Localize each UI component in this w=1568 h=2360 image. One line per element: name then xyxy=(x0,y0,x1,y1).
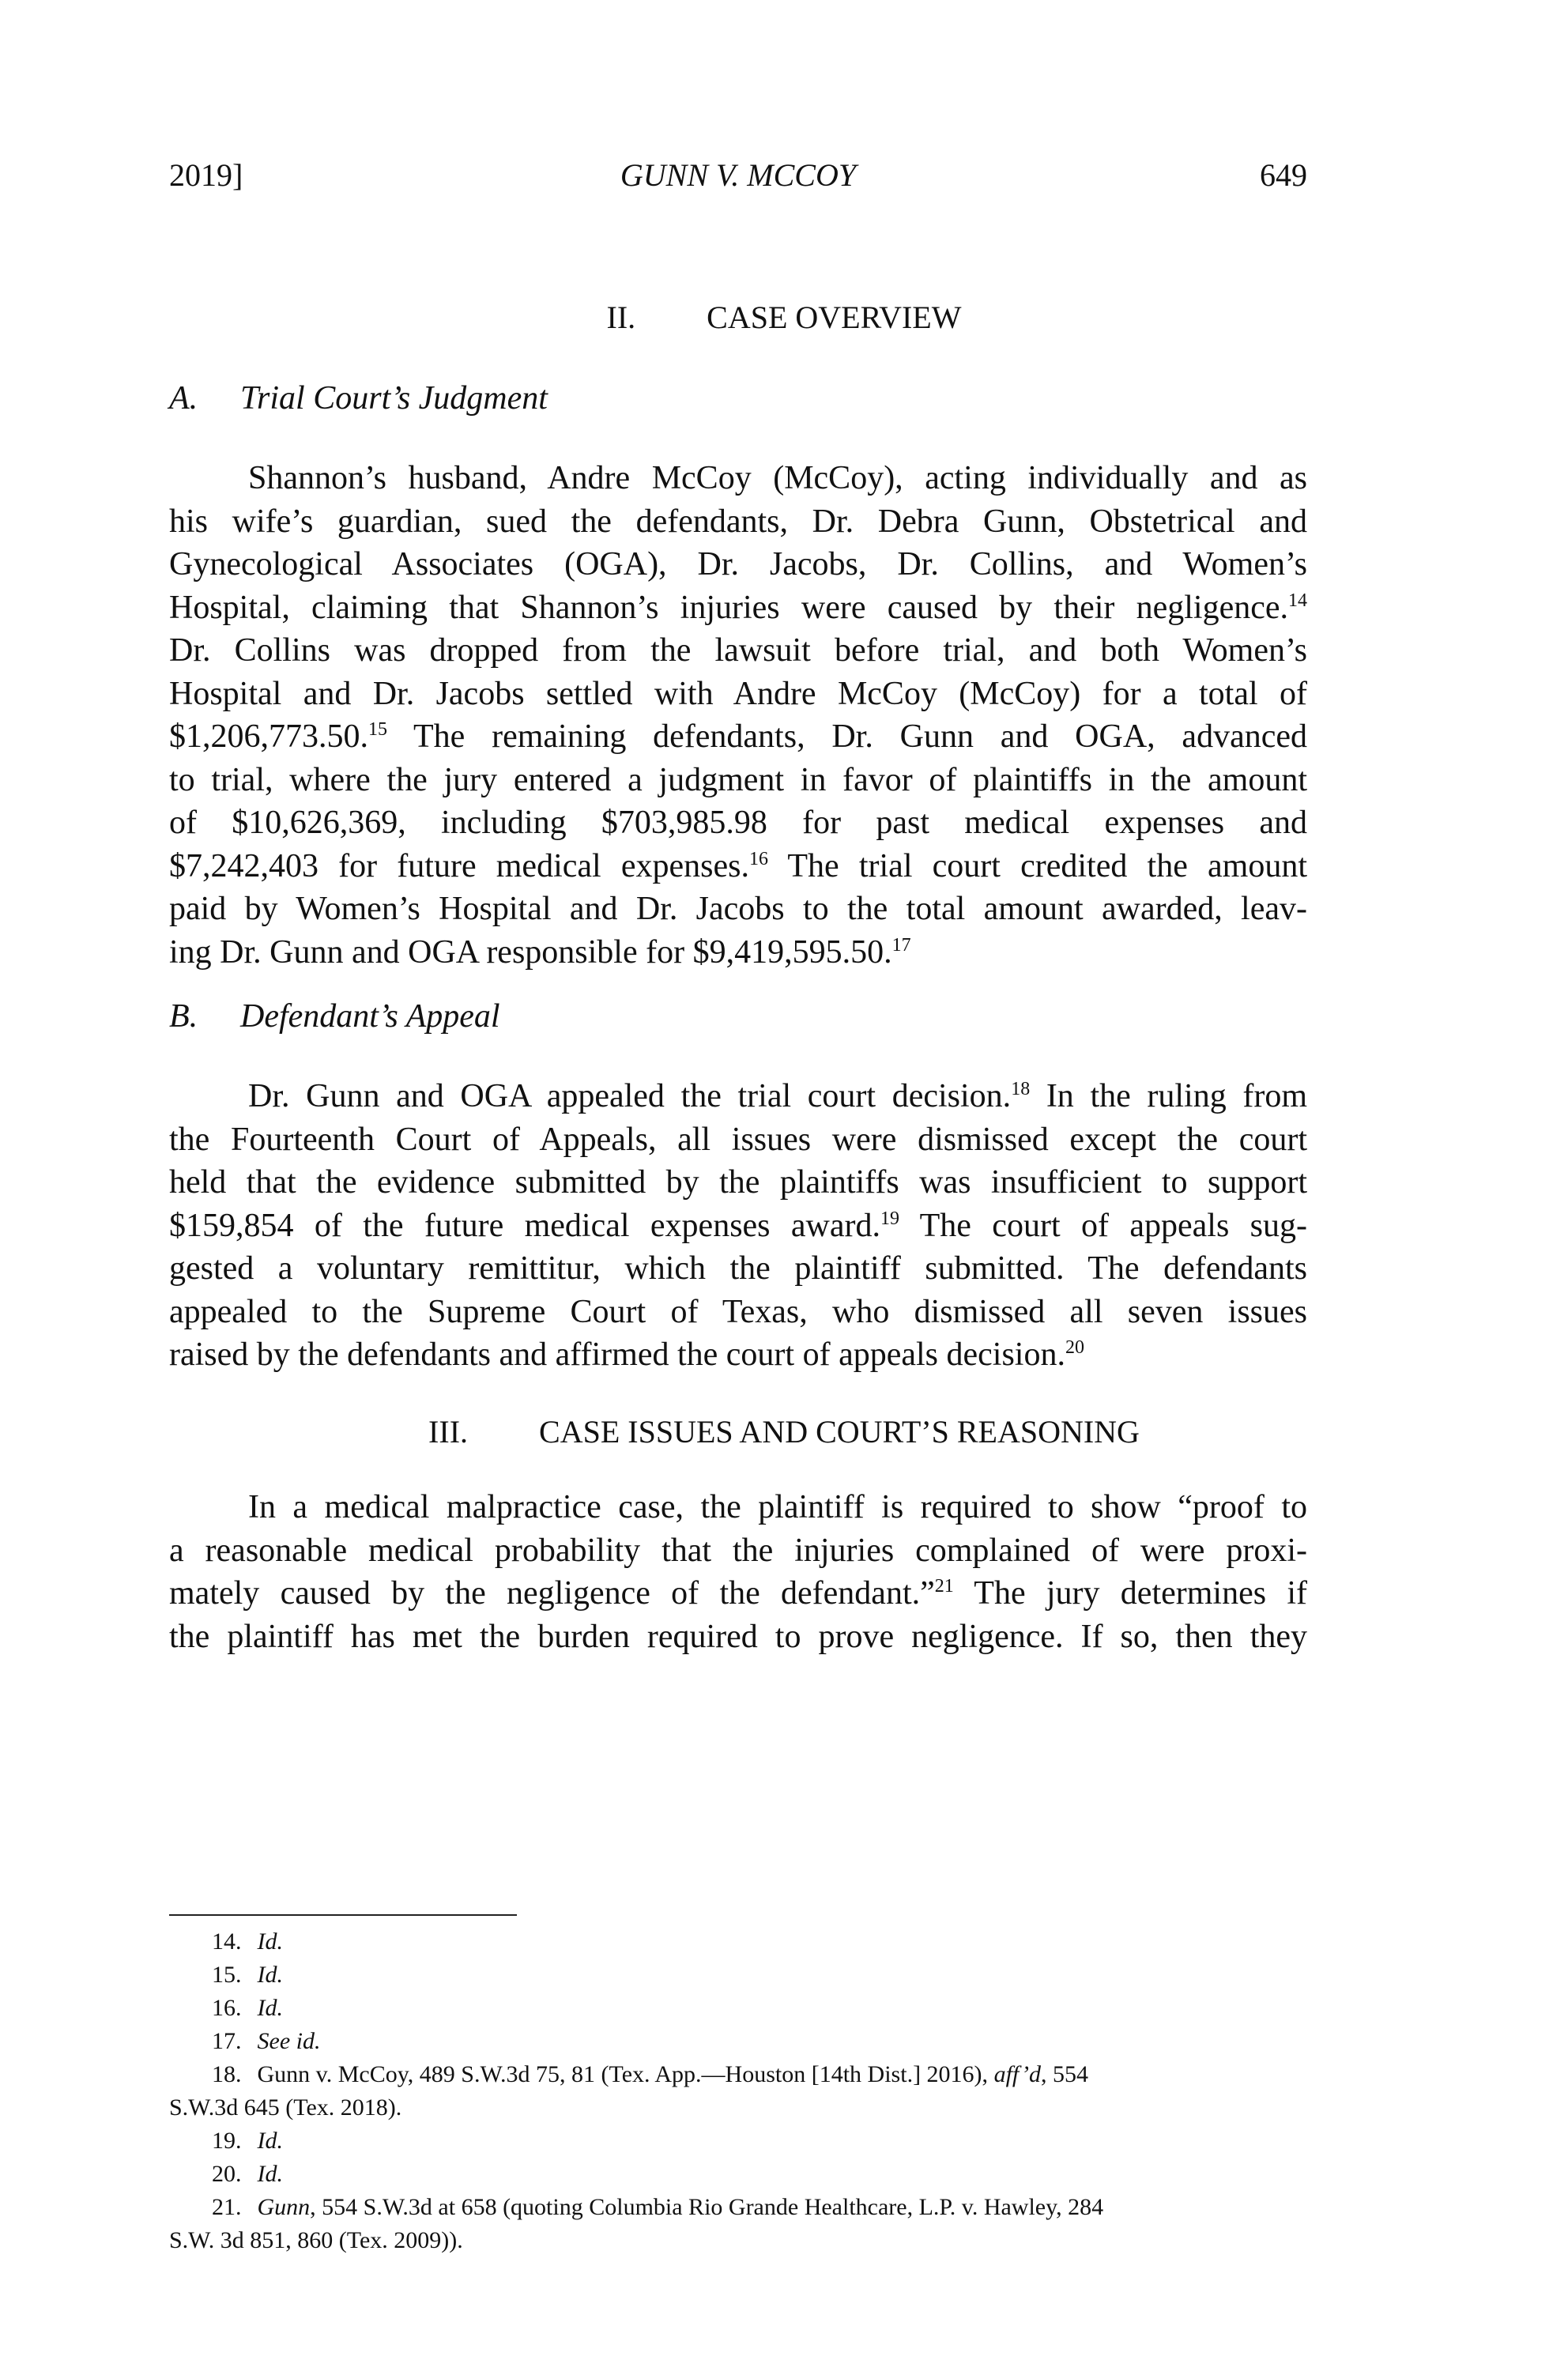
page-number: 649 xyxy=(1260,157,1307,193)
text-line: his wife’s guardian, sued the defendants, Dr. Debra Gunn, Obstetrical and xyxy=(169,503,1307,540)
section-title: CASE OVERVIEW xyxy=(707,300,962,335)
section-number: II. xyxy=(606,300,636,335)
footnote-ref: 15 xyxy=(368,719,387,740)
text-line: Gynecological Associates (OGA), Dr. Jacobs, Dr. Collins, and Women’s xyxy=(169,546,1307,582)
section-title: CASE ISSUES AND COURT’S REASONING xyxy=(539,1414,1140,1450)
text-line: $7,242,403 for future medical expenses.$^{16}$ The trial court credited the amount xyxy=(169,847,1307,884)
subheading-b xyxy=(169,997,500,1035)
footnote-ref: 20 xyxy=(1065,1337,1084,1358)
text-line: Dr. Collins was dropped from the lawsuit before trial, and both Women’s xyxy=(169,632,1307,669)
text-line: mately caused by the negligence of the defendant.”$^{21}$ The jury determines if xyxy=(169,1575,1307,1612)
footnote-ref: 14 xyxy=(1288,590,1307,611)
text-line: appealed to the Supreme Court of Texas, who dismissed all seven issues xyxy=(169,1293,1307,1330)
section-number: III. xyxy=(428,1414,469,1450)
footnote-ref: 19 xyxy=(880,1208,900,1229)
text-line: held that the evidence submitted by the plaintiffs was insufficient to support xyxy=(169,1164,1307,1201)
footnotes xyxy=(169,1925,1307,2257)
text-line: gested a voluntary remittitur, which the plaintiff submitted. The defendants xyxy=(169,1250,1307,1287)
subheading-letter: A. xyxy=(169,380,198,417)
text-line: Hospital, claiming that Shannon’s injuries were caused by their negligence.$^{14}$ xyxy=(169,589,1307,626)
text-line: raised by the defendants and affirmed the court of appeals decision.$^{20}$ xyxy=(169,1336,1084,1373)
footnote-ref: 17 xyxy=(891,934,911,956)
text-line: $159,854 of the future medical expenses award.$^{19}$ The court of appeals sug- xyxy=(169,1207,1308,1244)
text-line: $1,206,773.50.15 The remaining defendants, Dr. Gunn and OGA, advanced xyxy=(169,718,1307,755)
running-header xyxy=(169,156,1307,204)
header-year: 2019] xyxy=(169,157,243,193)
footnote: 18. Gunn v. McCoy, 489 S.W.3d 75, 81 (Tex. App.—Houston [14th Dist.] 2016), aff’d, 554 xyxy=(212,2061,1088,2087)
section-heading-iii xyxy=(0,1413,1568,1450)
subheading-title: Trial Court’s Judgment xyxy=(240,380,548,417)
text-line: the plaintiff has met the burden required to prove negligence. If so, then they xyxy=(169,1618,1307,1655)
subheading-a xyxy=(169,379,548,417)
text-line: ing Dr. Gunn and OGA responsible for $9,419,595.50.17 xyxy=(169,933,911,971)
footnote: 15. Id. xyxy=(212,1962,283,1988)
footnote: 20. Id. xyxy=(212,2161,283,2187)
paragraph-case-issues xyxy=(169,1486,1307,1658)
text-line: a reasonable medical probability that the injuries complained of were proxi- xyxy=(169,1532,1307,1569)
header-title: GUNN V. MCCOY xyxy=(620,157,857,193)
text-line: to trial, where the jury entered a judgment in favor of plaintiffs in the amount xyxy=(169,761,1307,798)
footnote: 21. Gunn, 554 S.W.3d at 658 (quoting Columbia Rio Grande Healthcare, L.P. v. Hawley, 284 xyxy=(212,2194,1104,2220)
footnote-ref: 21 xyxy=(934,1576,954,1597)
text-line: In a medical malpractice case, the plaintiff is required to show “proof to xyxy=(248,1489,1307,1525)
footnote-continuation: S.W.3d 645 (Tex. 2018). xyxy=(169,2094,402,2121)
footnote: 14. Id. xyxy=(212,1928,283,1955)
subheading-letter: B. xyxy=(169,998,198,1035)
footnote-ref: 16 xyxy=(748,848,768,869)
footnote-continuation: S.W. 3d 851, 860 (Tex. 2009)). xyxy=(169,2227,463,2253)
text-line: paid by Women’s Hospital and Dr. Jacobs to the total amount awarded, leav- xyxy=(169,891,1307,927)
section-heading-ii xyxy=(0,299,1568,336)
subheading-title: Defendant’s Appeal xyxy=(240,998,500,1035)
footnote: 17. See id. xyxy=(212,2028,321,2054)
text-line: Dr. Gunn and OGA appealed the trial court decision.$^{18}$ In the ruling from xyxy=(248,1078,1307,1114)
text-line: of $10,626,369, including $703,985.98 for past medical expenses and xyxy=(169,805,1307,841)
text-line: the Fourteenth Court of Appeals, all issues were dismissed except the court xyxy=(169,1121,1307,1158)
paragraph-defendant-appeal xyxy=(169,1075,1307,1377)
text-line: Shannon’s husband, Andre McCoy (McCoy), acting individually and as xyxy=(248,460,1307,496)
footnote: 16. Id. xyxy=(212,1995,283,2021)
footnote-ref: 18 xyxy=(1011,1079,1031,1099)
footnote: 19. Id. xyxy=(212,2128,283,2154)
footnote-divider xyxy=(169,1914,517,1916)
text-line: Hospital and Dr. Jacobs settled with Andre McCoy (McCoy) for a total of xyxy=(169,675,1307,712)
paragraph-trial-judgment xyxy=(169,457,1307,974)
